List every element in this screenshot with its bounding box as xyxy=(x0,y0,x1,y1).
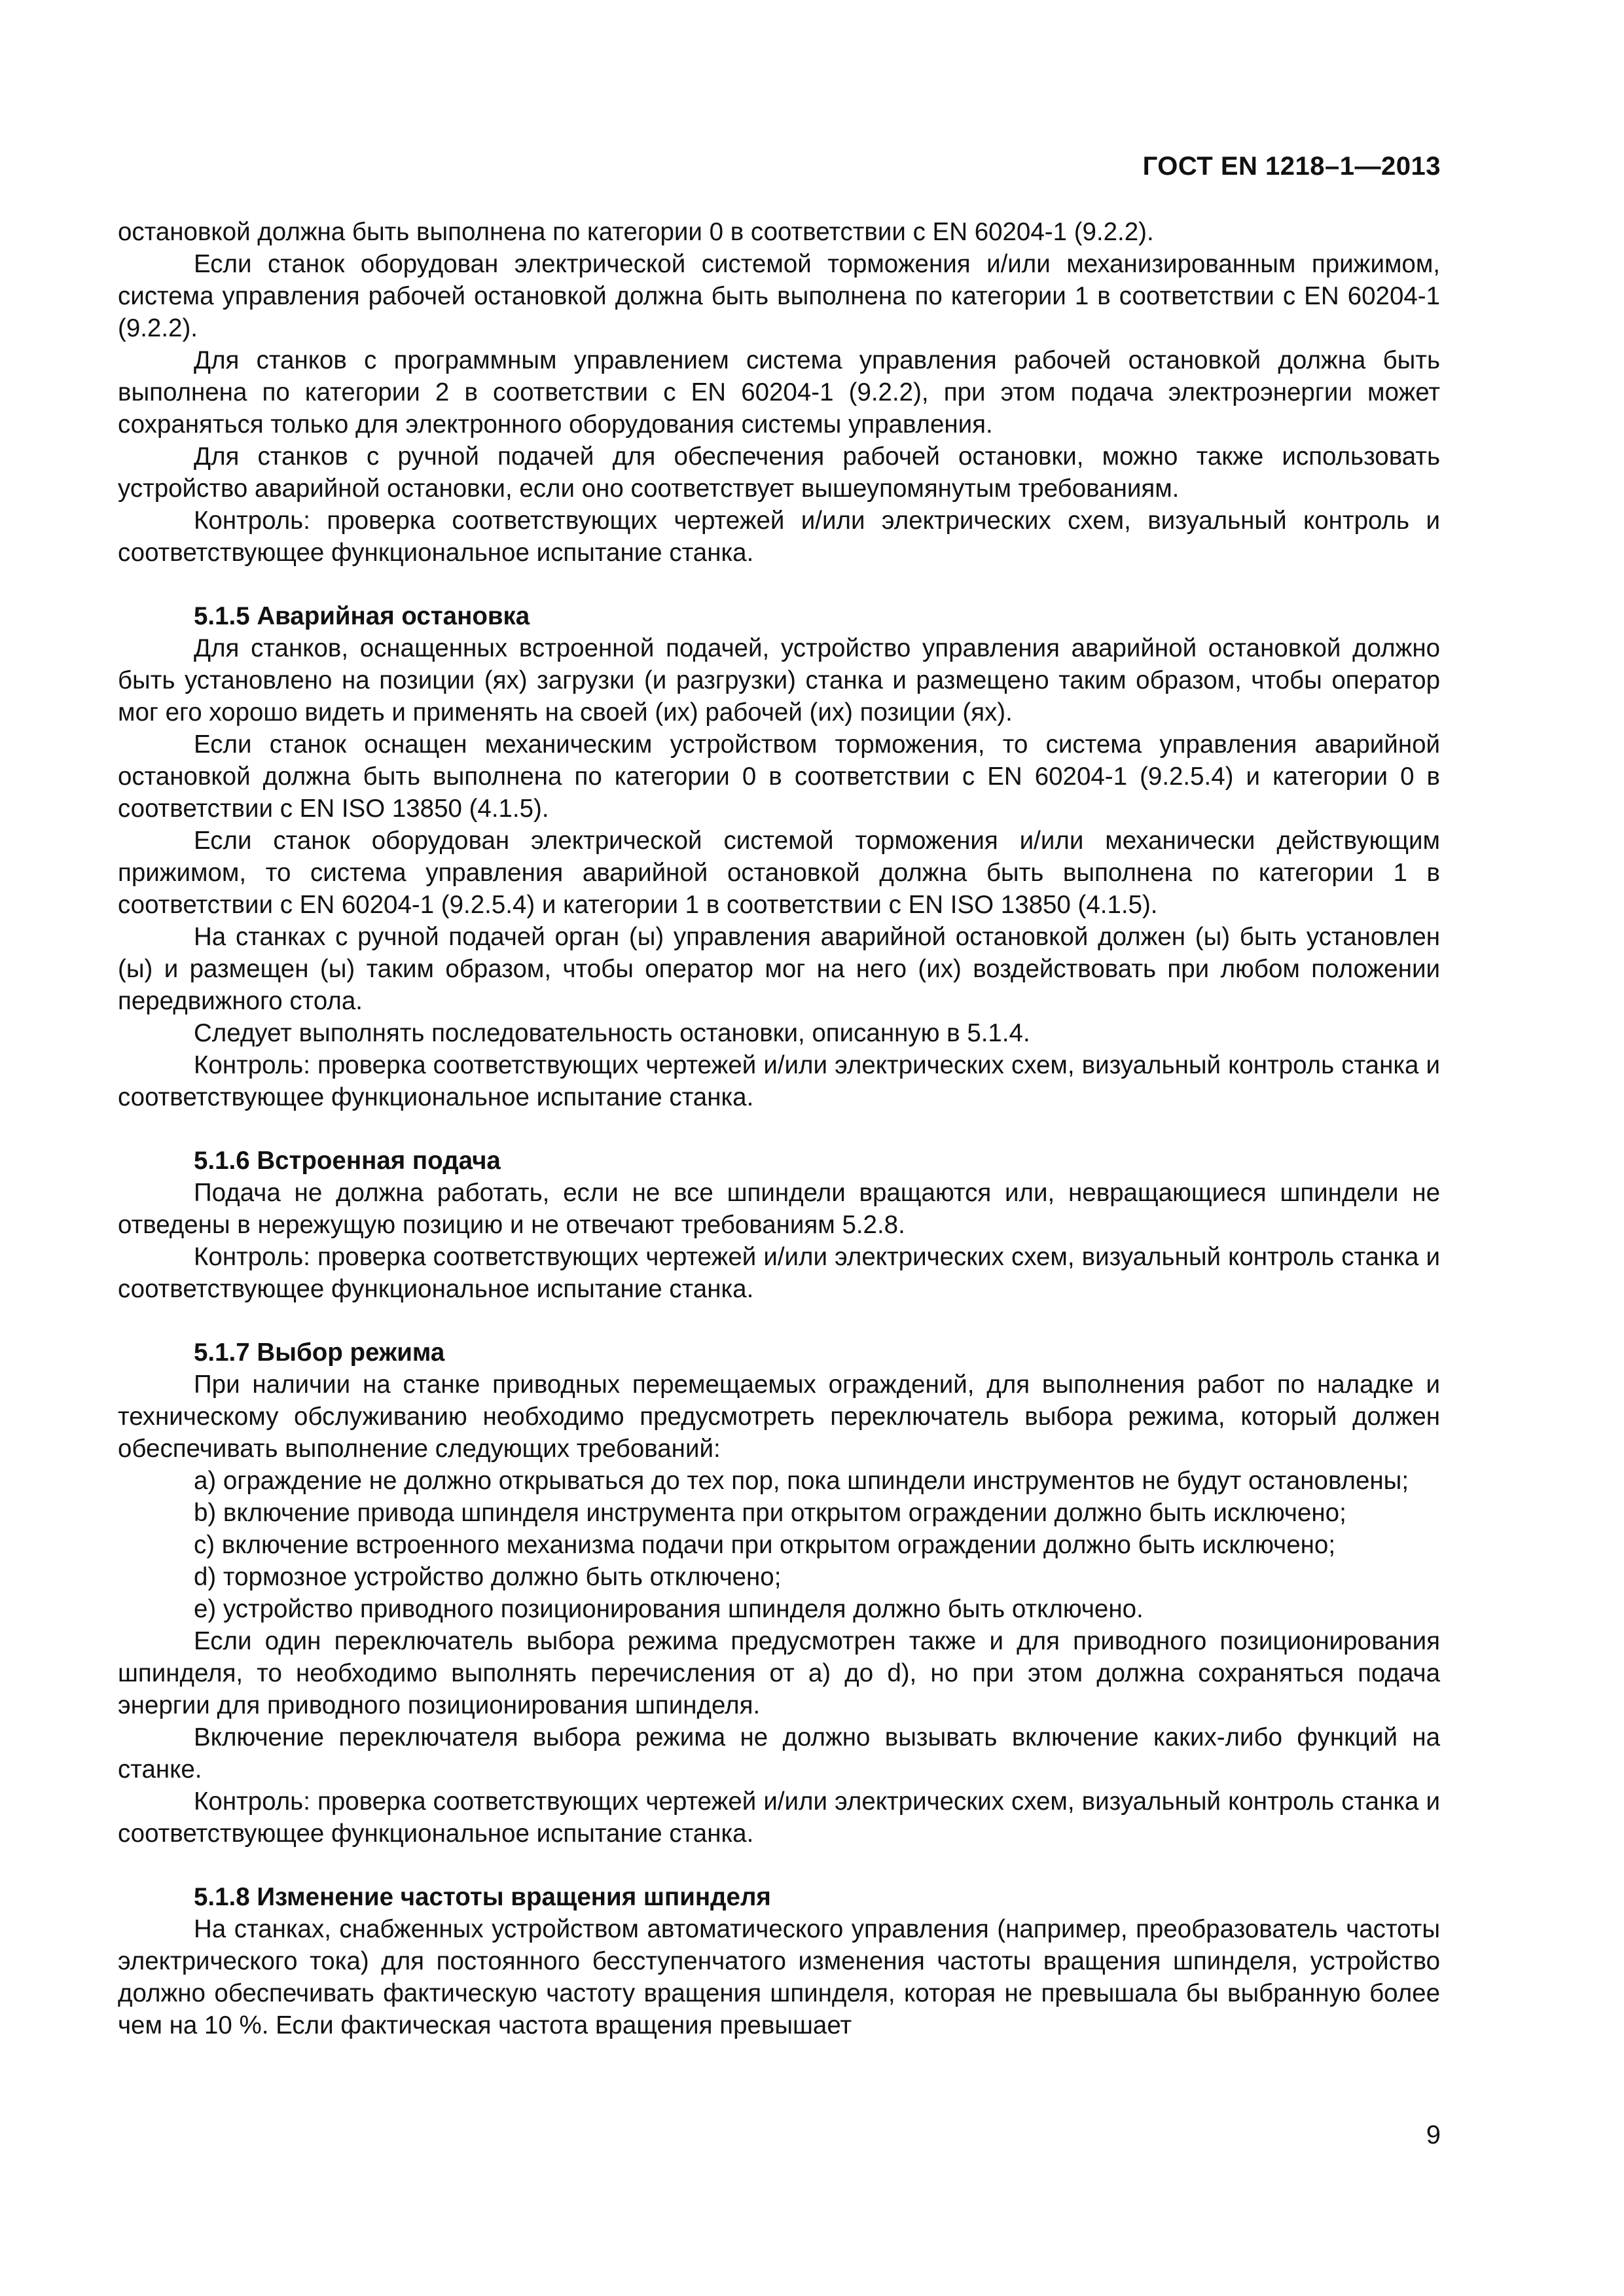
section-heading-5-1-5: 5.1.5 Аварийная остановка xyxy=(194,602,530,630)
section-heading-5-1-6: 5.1.6 Встроенная подача xyxy=(194,1147,501,1175)
paragraph: Для станков с ручной подачей для обеспечения рабочей остановки, можно также использовать устройство аварийной остановки, если оно соответствует вышеупомянутым требованиям. xyxy=(118,442,1440,503)
document-code: ГОСТ EN 1218–1—2013 xyxy=(1142,152,1441,181)
paragraph: Контроль: проверка соответствующих чертежей и/или электрических схем, визуальный контроль и соответствующее функциональное испытание станка. xyxy=(118,507,1440,567)
paragraph: Контроль: проверка соответствующих чертежей и/или электрических схем, визуальный контроль станка и соответствующее функциональное испытание станка. xyxy=(118,1787,1440,1848)
paragraph: Для станков, оснащенных встроенной подачей, устройство управления аварийной остановкой должно быть установлено на позиции (ях) загрузки (и разгрузки) станка и размещено таким образом, чтобы оператор мог его хорошо видеть и применять на своей (их) рабочей (их) позиции (ях). xyxy=(118,634,1440,726)
paragraph: Контроль: проверка соответствующих чертежей и/или электрических схем, визуальный контроль станка и соответствующее функциональное испытание станка. xyxy=(118,1243,1440,1303)
paragraph: На станках, снабженных устройством автоматического управления (например, преобразователь частоты электрического тока) для постоянного бесступенчатого изменения частоты вращения шпинделя, устройство должно обеспечивать фактическую частоту вращения шпинделя, которая не превышала бы выбранную более чем на 10 %. Если фактическая частота вращения превышает xyxy=(118,1915,1440,2039)
list-item: c) включение встроенного механизма подачи при открытом ограждении должно быть исключено; xyxy=(194,1531,1336,1559)
paragraph: Подача не должна работать, если не все шпиндели вращаются или, невращающиеся шпиндели не отведены в нережущую позицию и не отвечают требованиям 5.2.8. xyxy=(118,1179,1440,1239)
list-item: a) ограждение не должно открываться до тех пор, пока шпиндели инструментов не будут остановлены; xyxy=(194,1467,1409,1495)
paragraph: остановкой должна быть выполнена по категории 0 в соответствии с EN 60204-1 (9.2.2). xyxy=(118,218,1154,246)
page-body xyxy=(118,216,1440,2041)
page-number: 9 xyxy=(1426,2121,1441,2149)
paragraph: На станках с ручной подачей орган (ы) управления аварийной остановкой должен (ы) быть установлен (ы) и размещен (ы) таким образом, чтобы оператор мог на него (их) воздействовать при любом положении передвижного стола. xyxy=(118,923,1440,1015)
paragraph: Включение переключателя выбора режима не должно вызывать включение каких-либо функций на станке. xyxy=(118,1723,1440,1784)
paragraph: Если один переключатель выбора режима предусмотрен также и для приводного позиционирования шпинделя, то необходимо выполнять перечисления от a) до d), но при этом должна сохраняться подача энергии для приводного позиционирования шпинделя. xyxy=(118,1627,1440,1719)
paragraph: Для станков с программным управлением система управления рабочей остановкой должна быть выполнена по категории 2 в соответствии с EN 60204-1 (9.2.2), при этом подача электроэнергии может сохраняться только для электронного оборудования системы управления. xyxy=(118,346,1440,439)
list-item: d) тормозное устройство должно быть отключено; xyxy=(194,1563,782,1591)
paragraph: Если станок оборудован электрической системой торможения и/или механизированным прижимом, система управления рабочей остановкой должна быть выполнена по категории 1 в соответствии с EN 60204-1 (9.2.2). xyxy=(118,250,1440,342)
list-item: b) включение привода шпинделя инструмента при открытом ограждении должно быть исключено; xyxy=(194,1499,1346,1527)
paragraph: Если станок оснащен механическим устройством торможения, то система управления аварийной остановкой должна быть выполнена по категории 0 в соответствии с EN 60204-1 (9.2.5.4) и категории 0 в соответствии с EN ISO 13850 (4.1.5). xyxy=(118,730,1440,823)
section-heading-5-1-7: 5.1.7 Выбор режима xyxy=(194,1338,445,1367)
list-item: e) устройство приводного позиционирования шпинделя должно быть отключено. xyxy=(194,1595,1144,1623)
paragraph: Если станок оборудован электрической системой торможения и/или механически действующим прижимом, то система управления аварийной остановкой должна быть выполнена по категории 1 в соответствии с EN 60204-1 (9.2.5.4) и категории 1 в соответствии с EN ISO 13850 (4.1.5). xyxy=(118,827,1440,919)
paragraph: Контроль: проверка соответствующих чертежей и/или электрических схем, визуальный контроль станка и соответствующее функциональное испытание станка. xyxy=(118,1051,1440,1111)
paragraph: При наличии на станке приводных перемещаемых ограждений, для выполнения работ по наладке и техническому обслуживанию необходимо предусмотреть переключатель выбора режима, который должен обеспечивать выполнение следующих требований: xyxy=(118,1371,1440,1463)
section-heading-5-1-8: 5.1.8 Изменение частоты вращения шпинделя xyxy=(194,1883,771,1911)
paragraph: Следует выполнять последовательность остановки, описанную в 5.1.4. xyxy=(194,1019,1030,1047)
